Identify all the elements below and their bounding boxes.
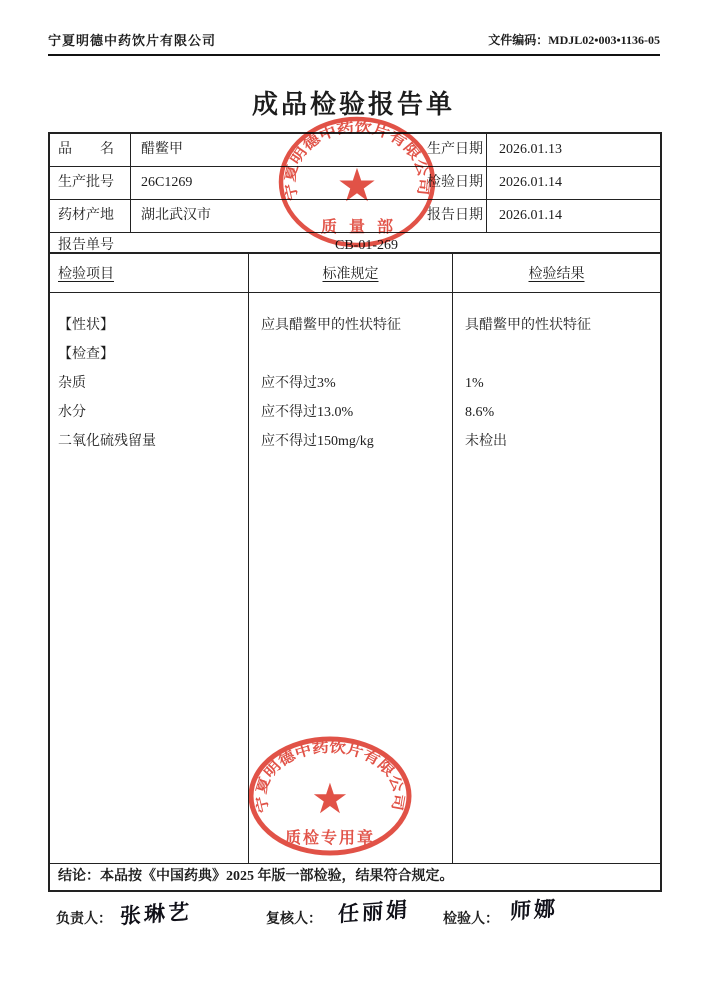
reviewer-label: 复核人： xyxy=(266,912,322,927)
result-character: 具醋鳖甲的性状特征 xyxy=(465,318,591,333)
quality-dept-seal xyxy=(276,113,438,251)
report-no-value: CB-01-269 xyxy=(335,238,398,253)
item-impurity: 杂质 xyxy=(58,376,86,391)
standard-impurity: 应不得过3% xyxy=(261,376,336,391)
seal-dept-text: 质 量 部 xyxy=(320,219,398,236)
qc-special-seal xyxy=(245,731,415,861)
manager-label: 负责人： xyxy=(56,912,112,927)
inspection-date-label: 检验日期 xyxy=(393,167,487,199)
standard-moisture: 应不得过13.0% xyxy=(261,405,354,420)
standard-check xyxy=(249,340,452,369)
page-title: 成品检验报告单 xyxy=(251,90,455,119)
seal-ring-text: 宁夏明德中药饮片有限公司 xyxy=(253,739,407,815)
item-check: 【检查】 xyxy=(58,347,114,362)
report-date-label: 报告日期 xyxy=(393,200,487,232)
document-code: 文件编码：MDJL02•003•1136-05 xyxy=(488,33,660,47)
seal-star-icon: ★ xyxy=(311,777,349,823)
seal-dept-text: 质检专用章 xyxy=(284,830,376,847)
inspection-date-value: 2026.01.14 xyxy=(499,175,562,190)
item-so2: 二氧化硫残留量 xyxy=(58,434,156,449)
inspection-table-header xyxy=(50,254,660,293)
item-moisture: 水分 xyxy=(58,405,86,420)
inspector-label: 检验人： xyxy=(443,912,499,927)
standard-so2: 应不得过150mg/kg xyxy=(261,434,374,449)
manager-signature: 张琳艺 xyxy=(119,899,193,929)
seal-ring-text: 宁夏明德中药饮片有限公司 xyxy=(282,119,432,203)
result-moisture: 8.6% xyxy=(465,405,495,420)
batch-no-label: 生产批号 xyxy=(50,167,131,199)
product-name-value: 醋鳖甲 xyxy=(141,142,183,157)
inspector-signature: 师娜 xyxy=(509,896,559,924)
product-name-label: 品 名 xyxy=(50,134,131,166)
header-divider xyxy=(48,54,660,56)
item-character: 【性状】 xyxy=(58,318,114,333)
result-so2: 未检出 xyxy=(465,434,507,449)
origin-label: 药材产地 xyxy=(50,200,131,232)
col-header-standard: 标准规定 xyxy=(322,267,379,282)
col-header-result: 检验结果 xyxy=(528,267,585,282)
origin-value: 湖北武汉市 xyxy=(141,208,211,223)
result-check xyxy=(453,340,660,369)
report-no-label: 报告单号 xyxy=(58,238,114,253)
report-date-value: 2026.01.14 xyxy=(499,208,562,223)
standard-character: 应具醋鳖甲的性状特征 xyxy=(261,318,401,333)
seal-star-icon: ★ xyxy=(336,160,378,211)
reviewer-signature: 任丽娟 xyxy=(337,897,411,927)
batch-no-value: 26C1269 xyxy=(141,175,193,190)
production-date-value: 2026.01.13 xyxy=(499,142,562,157)
company-name: 宁夏明德中药饮片有限公司 xyxy=(48,33,217,48)
col-header-item: 检验项目 xyxy=(58,267,114,282)
conclusion-text: 结论：本品按《中国药典》2025 年版一部检验，结果符合规定。 xyxy=(58,869,454,884)
production-date-label: 生产日期 xyxy=(393,134,487,166)
result-impurity: 1% xyxy=(465,376,484,391)
